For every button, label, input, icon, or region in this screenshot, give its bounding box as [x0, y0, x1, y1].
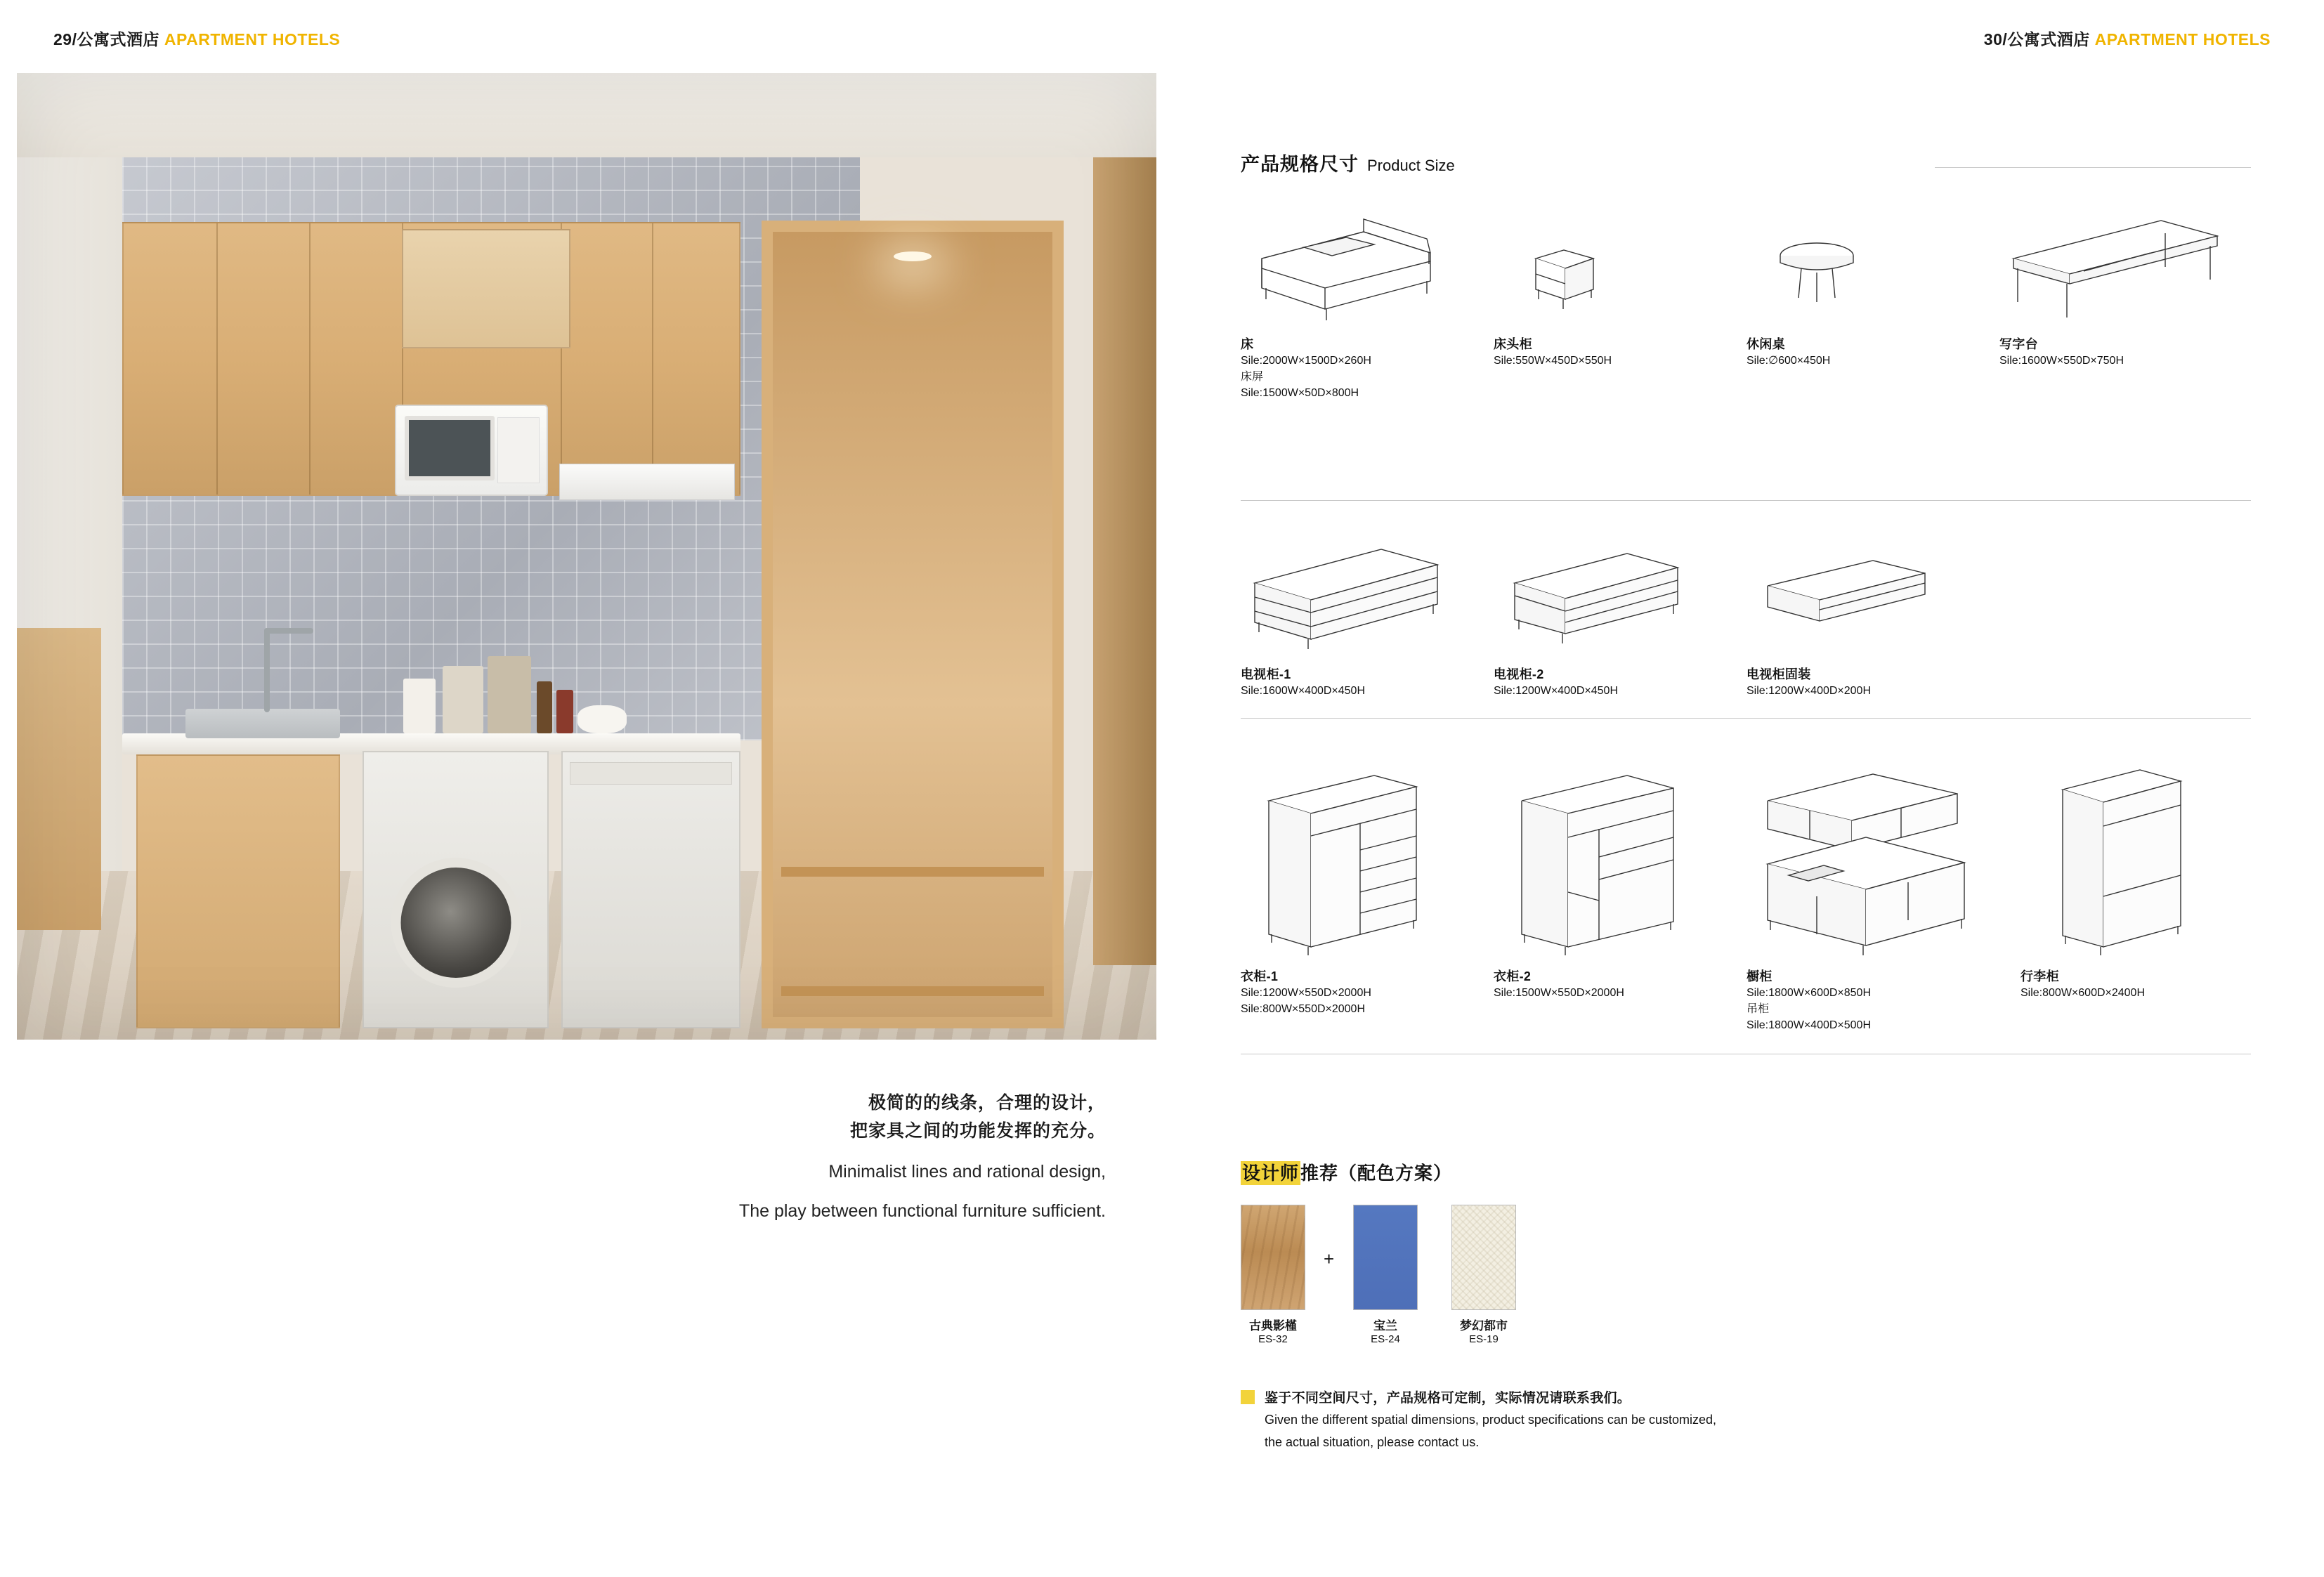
note-en-line1: Given the different spatial dimensions, product specifications can be customized, [1265, 1413, 1717, 1427]
page-header-en-right: APARTMENT HOTELS [2094, 30, 2271, 48]
tagline-cn-line2: 把家具之间的功能发挥的充分。 [849, 1121, 1106, 1141]
page-header-right [1984, 27, 2271, 50]
product-item-nightstand [1494, 204, 1704, 369]
tagline-en-line2: The play between functional furniture sufficient. [738, 1201, 1106, 1222]
nightstand-dim-1: Sile:550W×450D×550H [1494, 355, 1612, 367]
wardrobe-1-caption [1241, 967, 1451, 1017]
designer-recommendation-title [1241, 1159, 1452, 1185]
tagline-en-line1: Minimalist lines and rational design, [828, 1162, 1106, 1182]
swatch-plus-sign: + [1324, 1248, 1335, 1269]
swatch-es-24[interactable] [1353, 1205, 1418, 1345]
page-number-right: 30/ [1983, 30, 2008, 48]
swatch-es-32-code: ES-32 [1258, 1333, 1288, 1345]
kitchen-unit-dim-3: Sile:1800W×400D×500H [1747, 1019, 1872, 1032]
nightstand-name: 床头柜 [1494, 337, 1532, 351]
wardrobe-1-icon [1241, 759, 1451, 962]
photo-wardrobe-open [762, 221, 1064, 1028]
divider-row-1 [1241, 500, 2251, 501]
swatch-es-32-name: 古典影槿 [1249, 1319, 1297, 1333]
nightstand-icon [1494, 204, 1704, 330]
swatch-chip-blue[interactable] [1353, 1205, 1418, 1310]
tagline-block [739, 1089, 1106, 1224]
photo-washing-machine [363, 751, 549, 1028]
divider-row-2 [1241, 718, 2251, 719]
product-item-luggage-cabinet [2021, 759, 2231, 1001]
tv-wall-unit-dim-1: Sile:1200W×400D×200H [1747, 685, 1872, 697]
desk-dim-1: Sile:1600W×550D×750H [1999, 355, 2124, 367]
product-item-wardrobe-1 [1241, 759, 1451, 1017]
kitchen-unit-icon [1747, 759, 1985, 962]
round-table-name: 休闲桌 [1747, 337, 1785, 351]
swatch-chip-wood[interactable] [1241, 1205, 1305, 1310]
photo-ceiling [17, 73, 1156, 157]
tv-cabinet-1-caption [1241, 665, 1451, 699]
product-item-wardrobe-2 [1494, 759, 1704, 1001]
swatch-es-19-code: ES-19 [1469, 1333, 1499, 1345]
photo-faucet [264, 628, 270, 712]
tv-cabinet-1-icon [1241, 534, 1451, 660]
designer-recommendation-title-rest: 推荐（配色方案） [1300, 1163, 1453, 1184]
desk-name: 写字台 [1999, 337, 2038, 351]
kitchen-unit-caption [1747, 967, 1985, 1034]
tv-wall-unit-name: 电视柜固装 [1747, 667, 1811, 681]
tv-cabinet-2-icon [1494, 534, 1704, 660]
tv-cabinet-2-caption [1494, 665, 1704, 699]
wardrobe-2-name: 衣柜-2 [1494, 969, 1532, 983]
note-cn: 鉴于不同空间尺寸，产品规格可定制，实际情况请联系我们。 [1265, 1391, 1631, 1406]
note-en-line2: the actual situation, please contact us. [1265, 1435, 1480, 1450]
bed-dim-3: Sile:1500W×50D×800H [1241, 387, 1359, 400]
product-item-tv-cabinet-2 [1494, 534, 1704, 699]
swatch-es-19-name: 梦幻都市 [1460, 1319, 1508, 1333]
product-item-tv-cabinet-1 [1241, 534, 1451, 699]
product-item-kitchen-unit [1747, 759, 1985, 1034]
swatch-chip-beige[interactable] [1451, 1205, 1516, 1310]
page-header-en-left: APARTMENT HOTELS [164, 30, 341, 48]
kitchen-unit-dim-2: 吊柜 [1747, 1003, 1770, 1016]
bed-dim-1: Sile:2000W×1500D×260H [1241, 355, 1371, 367]
luggage-cabinet-name: 行李柜 [2021, 969, 2059, 983]
wardrobe-2-caption [1494, 967, 1704, 1001]
photo-open-niche [402, 229, 570, 348]
bed-dim-2: 床屏 [1241, 371, 1264, 384]
divider-title [1935, 167, 2251, 168]
tv-wall-unit-caption [1747, 665, 1957, 699]
page-header-left [53, 27, 340, 50]
customization-note [1241, 1387, 2154, 1451]
tv-cabinet-2-name: 电视柜-2 [1494, 667, 1544, 681]
photo-countertop-items [396, 642, 649, 733]
tv-cabinet-1-dim-1: Sile:1600W×400D×450H [1241, 685, 1366, 697]
photo-dishwasher [561, 751, 740, 1028]
product-item-tv-wall-unit [1747, 534, 1957, 699]
desk-caption [1999, 334, 2231, 369]
product-item-round-table [1747, 204, 1957, 369]
wardrobe-1-dim-1: Sile:1200W×550D×2000H [1241, 987, 1371, 999]
page-header-cn-left: 公寓式酒店 [77, 30, 164, 48]
luggage-cabinet-icon [2021, 759, 2231, 962]
tagline-cn-line1: 极简的的线条，合理的设计， [868, 1093, 1106, 1113]
kitchenette-photo [17, 73, 1156, 1040]
designer-recommendation-title-highlight: 设计师 [1242, 1163, 1300, 1184]
swatch-es-24-name: 宝兰 [1373, 1319, 1397, 1333]
nightstand-caption [1494, 334, 1704, 369]
tv-wall-unit-icon [1747, 534, 1957, 660]
product-item-bed [1241, 204, 1451, 402]
swatch-es-24-code: ES-24 [1371, 1333, 1400, 1345]
photo-microwave [395, 405, 548, 496]
wardrobe-1-name: 衣柜-1 [1241, 969, 1279, 983]
product-size-title-en: Product Size [1367, 157, 1455, 174]
round-table-caption [1747, 334, 1957, 369]
right-page [1162, 0, 2324, 1577]
photo-base-cabinet [136, 754, 340, 1028]
photo-right-door [1093, 157, 1156, 965]
luggage-cabinet-dim-1: Sile:800W×600D×2400H [2021, 987, 2146, 999]
kitchen-unit-name: 橱柜 [1747, 969, 1773, 983]
page-header-cn-right: 公寓式酒店 [2007, 30, 2095, 48]
bed-icon [1241, 204, 1451, 330]
product-item-desk [1999, 204, 2231, 369]
wardrobe-1-dim-2: Sile:800W×550D×2000H [1241, 1003, 1366, 1016]
round-table-icon [1747, 204, 1957, 330]
photo-side-furniture [17, 628, 101, 930]
tv-cabinet-1-name: 电视柜-1 [1241, 667, 1291, 681]
wardrobe-2-icon [1494, 759, 1704, 962]
photo-range-hood [559, 464, 735, 500]
product-size-title-cn: 产品规格尺寸 [1241, 154, 1359, 175]
bed-caption [1241, 334, 1451, 402]
note-marker-icon [1241, 1390, 1255, 1404]
swatch-es-19[interactable] [1451, 1205, 1516, 1345]
desk-icon [1999, 204, 2231, 330]
kitchen-unit-dim-1: Sile:1800W×600D×850H [1747, 987, 1872, 999]
wardrobe-2-dim-1: Sile:1500W×550D×2000H [1494, 987, 1624, 999]
page-number-left: 29/ [53, 30, 77, 48]
round-table-dim-1: Sile:∅600×450H [1747, 355, 1831, 367]
product-size-title [1241, 149, 1455, 176]
tv-cabinet-2-dim-1: Sile:1200W×400D×450H [1494, 685, 1619, 697]
photo-sink [185, 709, 340, 738]
luggage-cabinet-caption [2021, 967, 2231, 1001]
swatch-es-32[interactable] [1241, 1205, 1305, 1345]
bed-name: 床 [1241, 337, 1254, 351]
